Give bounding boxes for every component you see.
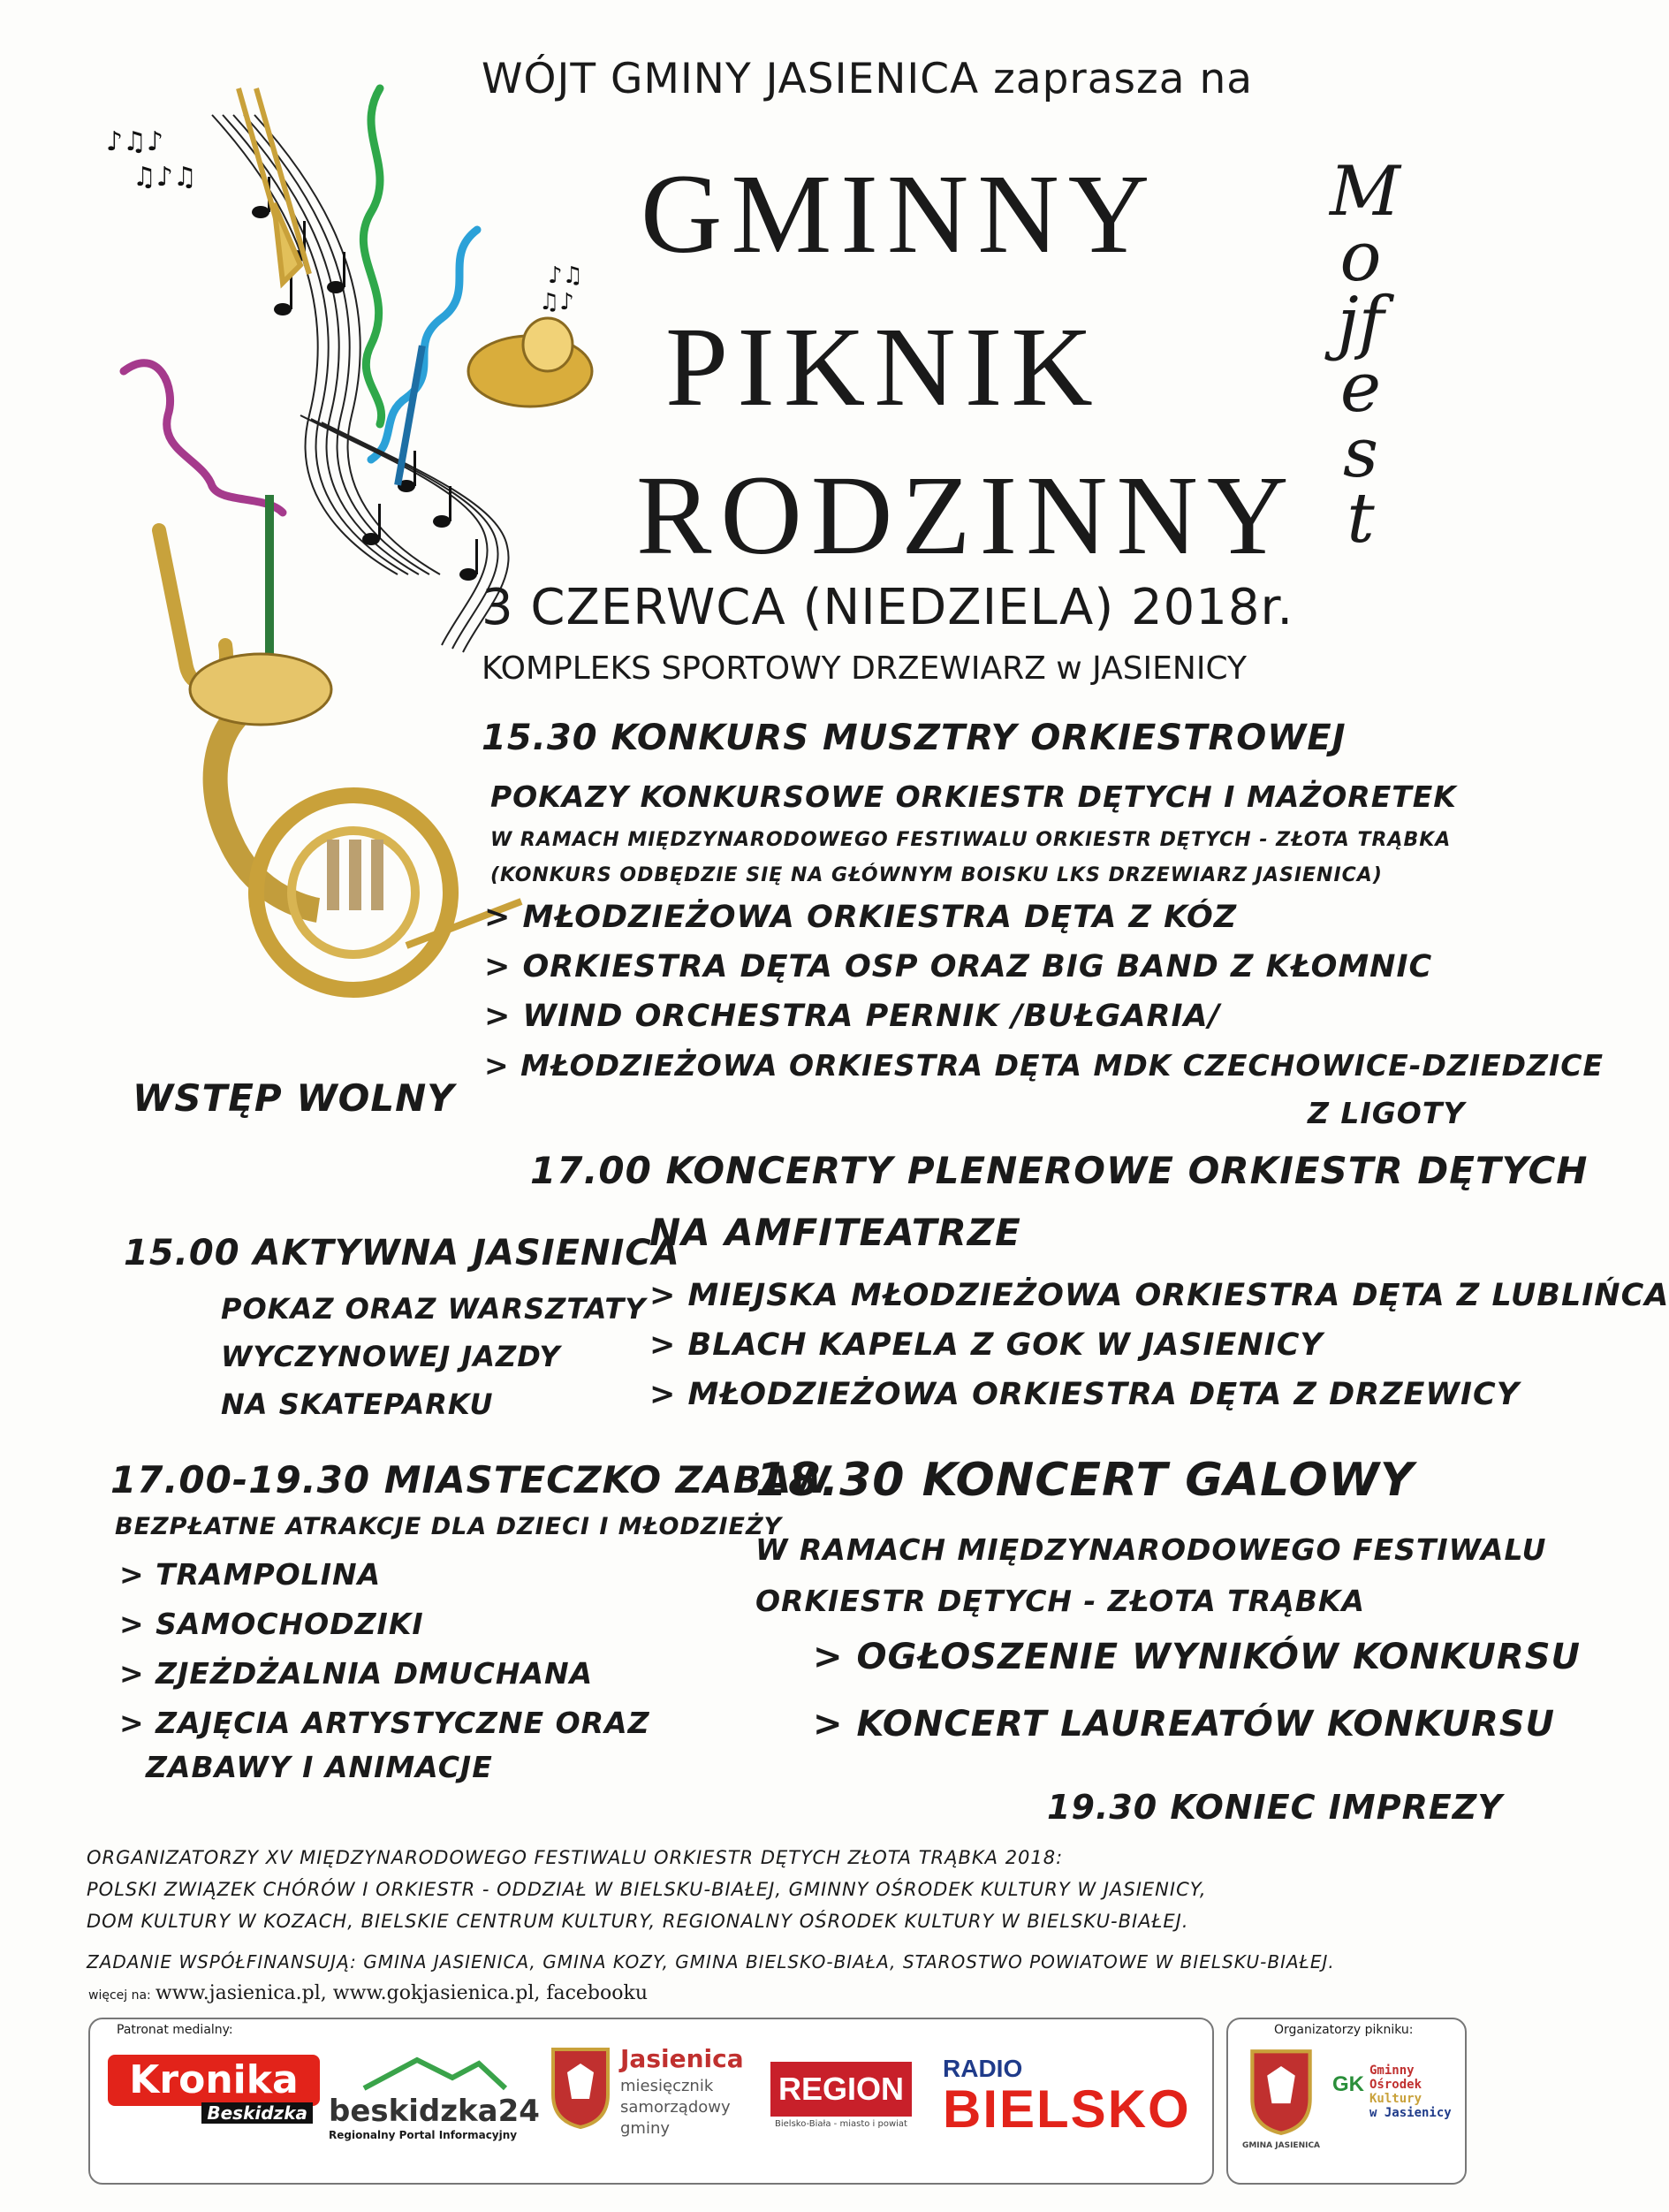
gmina-crest-icon: [1246, 2048, 1316, 2136]
event-end: 19.30 KONIEC IMPREZY: [1047, 1788, 1503, 1827]
gala-heading: 18.30 KONCERT GALOWY: [755, 1454, 1415, 1507]
event-venue: KOMPLEKS SPORTOWY DRZEWIARZ w JASIENICY: [482, 650, 1247, 687]
bielsko-label: BIELSKO: [943, 2079, 1191, 2139]
concert-item: > BLACH KAPELA Z GOK W JASIENICY: [649, 1327, 1324, 1363]
purple-ribbon: [124, 363, 283, 513]
gala-item: > OGŁOSZENIE WYNIKÓW KONKURSU: [813, 1637, 1581, 1677]
organizers-label: Organizatorzy pikniku:: [1274, 2023, 1414, 2037]
more-label: więcej na:: [88, 1988, 151, 2003]
town-item: > ZJEŻDŻALNIA DMUCHANA: [119, 1656, 594, 1691]
jasienica-lines: [620, 2076, 731, 2140]
organizers-line: POLSKI ZWIĄZEK CHÓRÓW I ORKIESTR - ODDZIAŁ W BIELSKU-BIAŁEJ, GMINNY OŚRODEK KULTURY W JASIENICY,: [87, 1879, 1207, 1900]
kronika-logo[interactable]: [108, 2055, 320, 2134]
green-ribbon: [363, 88, 381, 424]
active-line: NA SKATEPARKU: [221, 1387, 494, 1421]
gala-sub-2: ORKIESTR DĘTYCH - ZŁOTA TRĄBKA: [755, 1584, 1365, 1618]
region-sub: Bielsko-Biała - miasto i powiat: [775, 2119, 907, 2129]
free-entry: WSTĘP WOLNY: [133, 1076, 455, 1120]
svg-text:♫♪♫: ♫♪♫: [133, 162, 197, 193]
media-patrons-box: [88, 2018, 1214, 2185]
active-line: WYCZYNOWEJ JAZDY: [221, 1340, 561, 1373]
event-date: 3 CZERWCA (NIEDZIELA) 2018r.: [482, 579, 1294, 636]
concerts-heading-1: 17.00 KONCERTY PLENEROWE ORKIESTR DĘTYCH: [530, 1149, 1589, 1192]
contest-list: [484, 900, 1604, 1098]
beskidzka24-sub: Regionalny Portal Informacyjny: [329, 2129, 518, 2141]
town-list: [119, 1557, 650, 1755]
title-line-3: RODZINNY: [636, 452, 1298, 578]
gok-line: w Jasienicy: [1369, 2106, 1452, 2120]
active-heading: 15.00 AKTYWNA JASIENICA: [124, 1233, 680, 1273]
contest-item: > MŁODZIEŻOWA ORKIESTRA DĘTA MDK CZECHOWICE-DZIEDZICE: [484, 1048, 1605, 1083]
active-lines: [221, 1292, 646, 1435]
beskidzka24-name: beskidzka24: [329, 2094, 540, 2129]
active-line: POKAZ ORAZ WARSZTATY: [221, 1292, 647, 1326]
contest-item: > MŁODZIEŻOWA ORKIESTRA DĘTA Z KÓZ: [484, 900, 1238, 935]
town-item: > SAMOCHODZIKI: [119, 1607, 424, 1641]
contest-item: > WIND ORCHESTRA PERNIK /BUŁGARIA/: [484, 999, 1221, 1034]
title-line-1: GMINNY: [641, 151, 1159, 277]
jasienica-line: miesięcznik: [620, 2077, 714, 2095]
town-heading: 17.00-19.30 MIASTECZKO ZABAW: [110, 1458, 832, 1501]
gala-sub-1: W RAMACH MIĘDZYNARODOWEGO FESTIWALU: [755, 1532, 1547, 1567]
gok-line: Gminny: [1369, 2064, 1415, 2078]
jasienica-line: samorządowy: [620, 2098, 731, 2117]
svg-text:♪♫: ♪♫: [548, 262, 583, 289]
contest-sub-1: POKAZY KONKURSOWE ORKIESTR DĘTYCH I MAŻORETEK: [490, 779, 1457, 814]
gok-line: Kultury: [1369, 2092, 1422, 2106]
svg-text:♫♪: ♫♪: [539, 289, 574, 315]
concert-item: > MIEJSKA MŁODZIEŻOWA ORKIESTRA DĘTA Z LUBLIŃCA: [649, 1278, 1669, 1313]
svg-text:♪♫♪: ♪♫♪: [106, 126, 164, 157]
kronika-top: Kronika: [108, 2055, 320, 2106]
organizers-line: DOM KULTURY W KOZACH, BIELSKIE CENTRUM KULTURY, REGIONALNY OŚRODEK KULTURY W BIELSKU-BIAŁEJ.: [87, 1911, 1189, 1932]
beskidzka24-logo[interactable]: [329, 2055, 541, 2152]
kronika-bottom: Beskidzka: [201, 2102, 313, 2124]
region-name: REGION: [770, 2062, 912, 2117]
more-links[interactable]: www.jasienica.pl, www.gokjasienica.pl, facebooku: [155, 1982, 649, 2004]
gok-mark: GK: [1332, 2072, 1364, 2096]
invite-line: WÓJT GMINY JASIENICA zaprasza na: [482, 55, 1254, 103]
french-horn-icon: [190, 654, 521, 990]
mojfest-logo: Mojfest: [1330, 152, 1400, 559]
mountain-icon: [329, 2055, 541, 2090]
contest-sub-2: W RAMACH MIĘDZYNARODOWEGO FESTIWALU ORKIESTR DĘTYCH - ZŁOTA TRĄBKA: [490, 829, 1452, 851]
more-info: [88, 1982, 648, 2004]
town-item: > ZAJĘCIA ARTYSTYCZNE ORAZ: [119, 1706, 650, 1740]
flute-icon: [394, 346, 426, 486]
jasienica-title: Jasienica: [620, 2044, 744, 2073]
concerts-heading-2: NA AMFITEATRZE: [649, 1211, 1021, 1254]
organizers-block: [87, 1847, 1207, 1942]
organizers-box: [1226, 2018, 1467, 2185]
gok-line: Ośrodek: [1369, 2078, 1422, 2092]
jasienica-line: gminy: [620, 2119, 671, 2138]
town-item-tail: ZABAWY I ANIMACJE: [146, 1750, 493, 1784]
patronat-label: Patronat medialny:: [117, 2023, 233, 2037]
event-title: [636, 151, 1298, 578]
gmina-crest[interactable]: [1237, 2048, 1325, 2171]
cofinance-line: ZADANIE WSPÓŁFINANSUJĄ: GMINA JASIENICA, GMINA KOZY, GMINA BIELSKO-BIAŁA, STAROSTWO POWIATOWE W BIELSKU-BIAŁEJ.: [87, 1951, 1335, 1973]
contest-sub-3: (KONKURS ODBĘDZIE SIĘ NA GŁÓWNYM BOISKU LKS DRZEWIARZ JASIENICA): [490, 864, 1383, 886]
radio-label: RADIO: [943, 2055, 1023, 2082]
contest-item-tail: Z LIGOTY: [1308, 1096, 1466, 1130]
gmina-label: GMINA JASIENICA: [1241, 2141, 1321, 2150]
contest-item: > ORKIESTRA DĘTA OSP ORAZ BIG BAND Z KŁOMNIC: [484, 949, 1433, 984]
title-line-2: PIKNIK: [665, 304, 1102, 429]
gok-logo[interactable]: [1332, 2064, 1456, 2161]
tuba-icon: [468, 318, 592, 407]
clarinet-icon: [265, 495, 274, 663]
blue-ribbon: [371, 230, 477, 460]
contest-heading: 15.30 KONKURS MUSZTRY ORKIESTROWEJ: [482, 718, 1347, 758]
jasienica-monthly-logo[interactable]: [550, 2037, 753, 2170]
saxophone-icon: [159, 530, 226, 683]
concerts-list: [649, 1278, 1669, 1426]
radio-bielsko-logo[interactable]: [943, 2055, 1199, 2152]
jasienica-crest-icon: [550, 2046, 611, 2130]
gala-item: > KONCERT LAUREATÓW KONKURSU: [813, 1704, 1556, 1745]
town-sub: BEZPŁATNE ATRAKCJE DLA DZIECI I MŁODZIEŻY: [115, 1513, 783, 1540]
town-item: > TRAMPOLINA: [119, 1557, 382, 1592]
gala-list: [813, 1637, 1581, 1771]
region-logo[interactable]: [770, 2062, 912, 2159]
gok-lines: [1369, 2064, 1452, 2120]
concert-item: > MŁODZIEŻOWA ORKIESTRA DĘTA Z DRZEWICY: [649, 1377, 1521, 1412]
organizers-line: ORGANIZATORZY XV MIĘDZYNARODOWEGO FESTIWALU ORKIESTR DĘTYCH ZŁOTA TRĄBKA 2018:: [87, 1847, 1064, 1868]
